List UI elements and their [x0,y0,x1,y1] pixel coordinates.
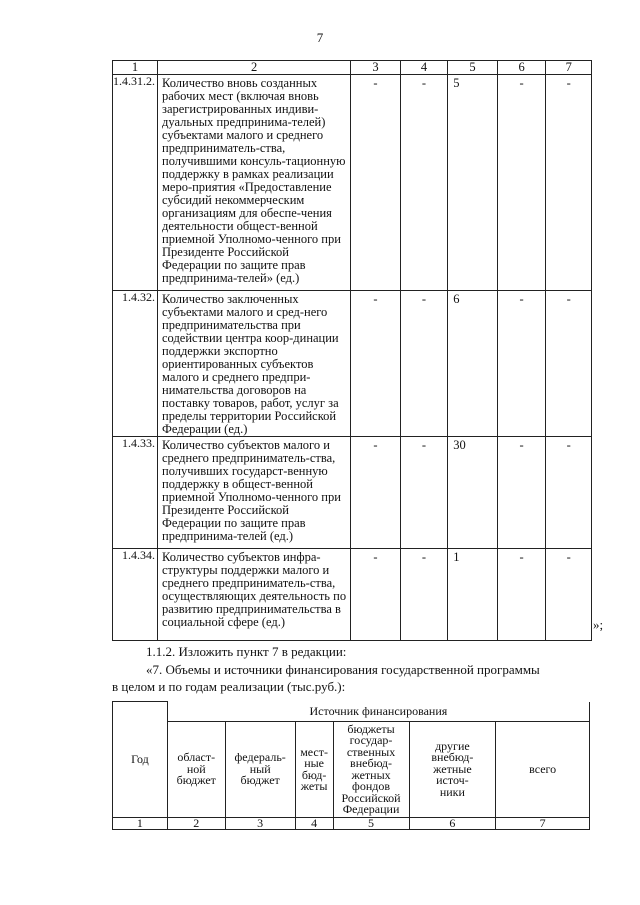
value-cell: - [400,437,448,549]
indicator-name: Количество вновь созданных рабочих мест (включая вновь зарегистрированных индиви-дуальных предпринима-телей) субъектами малого и среднего предприниматель-ства, получившими консуль-тационную поддержку в рамках реализации меро-приятия «Предоставление субсидий некоммерческим организациям для обеспе-чения деятельности общест-венной приемной Уполномо-ченного при Президенте Российской Федерации по защите прав предпринима-телей» (ед.) [158,75,351,291]
column-number: 2 [167,818,225,830]
column-number: 7 [496,818,590,830]
value-cell: - [400,549,448,641]
value-cell: - [546,75,592,291]
value-cell: 30 [448,437,498,549]
row-number: 1.4.31.2. [113,75,158,291]
column-number: 1 [113,818,168,830]
value-cell: - [351,549,401,641]
closing-quote: »; [593,617,604,632]
source-header: Источник финансирования [167,702,589,722]
page-number: 7 [316,30,324,45]
indicator-name: Количество субъектов инфра-структуры поддержки малого и среднего предприниматель-ства, осуществляющих деятельность по развитию предпринимательства в социальной сфере (ед.) [158,549,351,641]
column-header: федераль- ный бюджет [225,722,295,818]
column-number-row [113,61,592,75]
value-cell: - [546,549,592,641]
column-number: 1 [113,61,158,75]
table-row [113,75,592,291]
column-number: 5 [448,61,498,75]
table-row [113,437,592,549]
value-cell: - [546,437,592,549]
column-number: 6 [497,61,546,75]
paragraph: 1.1.2. Изложить пункт 7 в редакции: [146,644,347,659]
column-header: област- ной бюджет [167,722,225,818]
row-number: 1.4.34. [113,549,158,641]
value-cell: 6 [448,291,498,437]
column-number: 7 [546,61,592,75]
value-cell: - [497,437,546,549]
column-number: 2 [158,61,351,75]
value-cell: - [400,75,448,291]
value-cell: - [497,291,546,437]
column-number: 4 [400,61,448,75]
value-cell: - [351,437,401,549]
year-header: Год [113,702,168,818]
column-header: бюджеты государ- ственных внебюд- жетных фондов Российской Федерации [333,722,409,818]
column-header: другие внебюд- жетные источ- ники [409,722,496,818]
indicators-table [112,60,592,641]
value-cell: - [351,291,401,437]
column-header: всего [496,722,590,818]
value-cell: - [497,549,546,641]
value-cell: - [351,75,401,291]
indicator-name: Количество субъектов малого и среднего предприниматель-ства, получивших государст-венную поддержку в общест-венной приемной Уполномо-ченного при Президенте Российской Федерации по защите прав предпринима-телей (ед.) [158,437,351,549]
table-row [113,549,592,641]
row-number: 1.4.32. [113,291,158,437]
column-number: 6 [409,818,496,830]
column-number: 4 [295,818,333,830]
column-number: 3 [351,61,401,75]
column-header: мест- ные бюд- жеты [295,722,333,818]
value-cell: 5 [448,75,498,291]
column-number: 5 [333,818,409,830]
row-number: 1.4.33. [113,437,158,549]
value-cell: - [400,291,448,437]
table-row [113,291,592,437]
column-number-row [113,818,590,830]
paragraph: в целом и по годам реализации (тыс.руб.): [112,679,346,694]
paragraph: «7. Объемы и источники финансирования государственной программы [146,662,540,677]
indicator-name: Количество заключенных субъектами малого и сред-него предпринимательства при содействии центра коор-динации поддержки экспортно ориентированных субъектов малого и среднего предпри-нимательства договоров на поставку товаров, работ, услуг за пределы территории Российской Федерации (ед.) [158,291,351,437]
value-cell: 1 [448,549,498,641]
value-cell: - [497,75,546,291]
financing-table [112,701,590,830]
value-cell: - [546,291,592,437]
column-number: 3 [225,818,295,830]
